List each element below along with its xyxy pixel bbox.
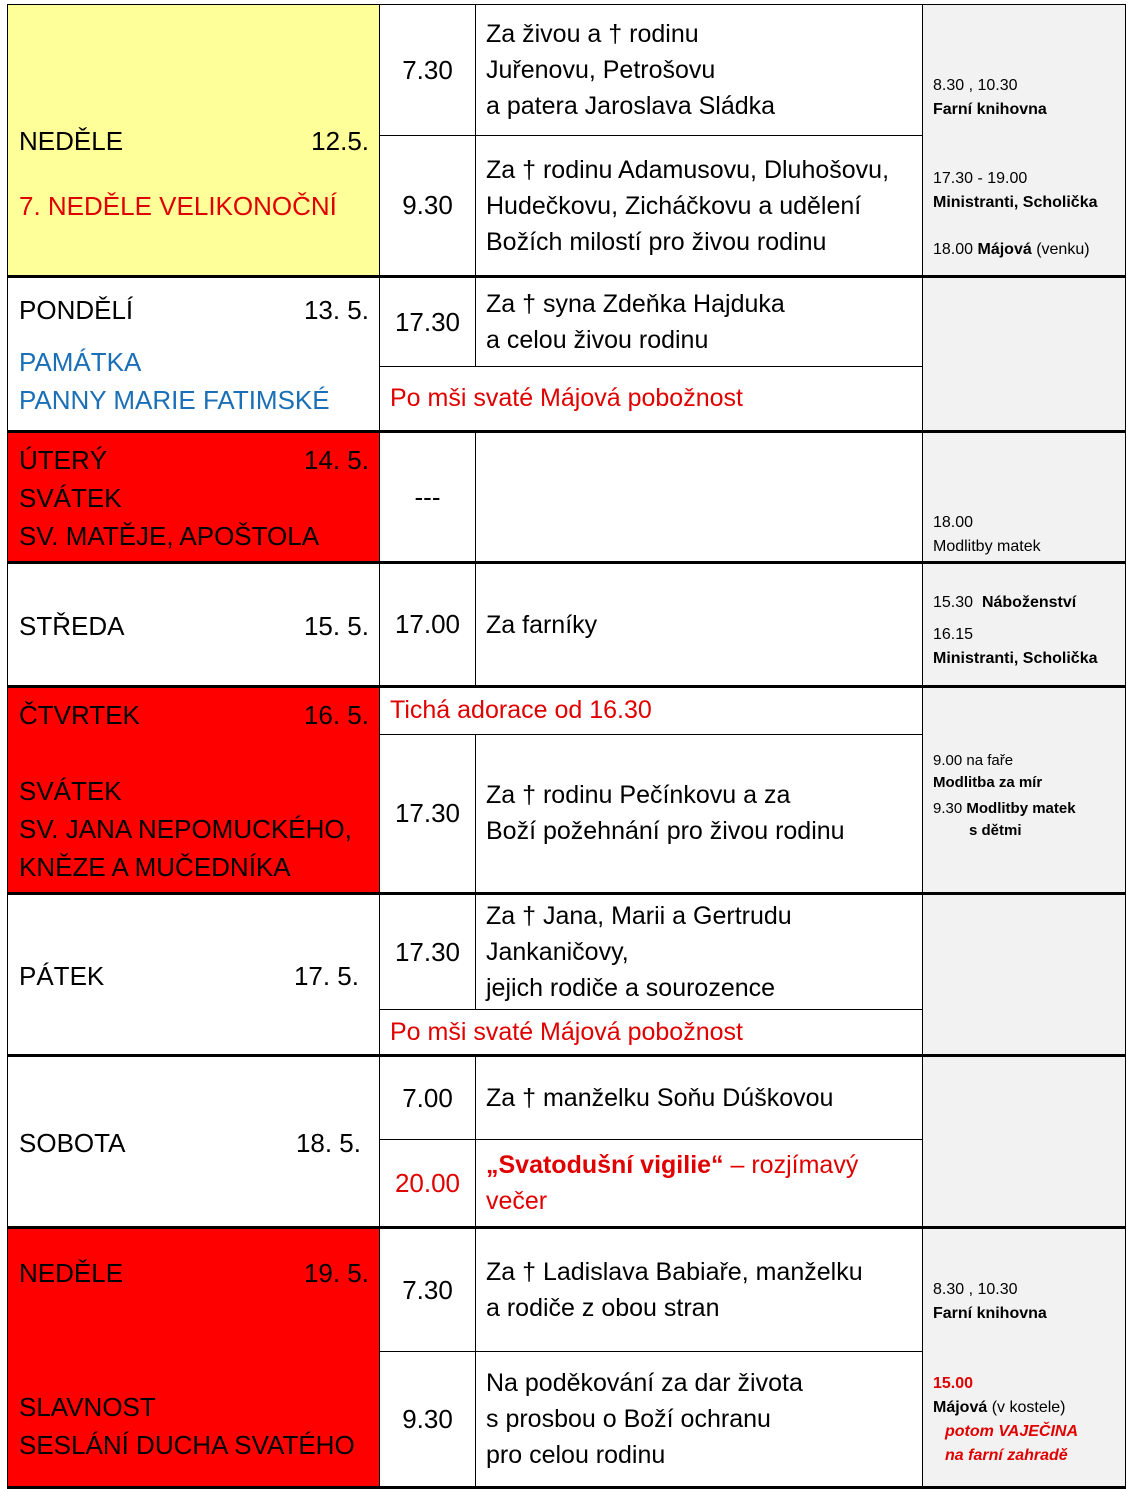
mass-time: 9.30 bbox=[380, 136, 476, 277]
weekly-schedule-table bbox=[7, 4, 1126, 1489]
mass-time: 7.30 bbox=[380, 5, 476, 136]
day-date: 15. 5. bbox=[303, 610, 369, 641]
feast-title: PAMÁTKA bbox=[19, 347, 142, 377]
day-cell bbox=[8, 687, 380, 894]
mass-time: 17.30 bbox=[380, 734, 476, 893]
mass-time: --- bbox=[380, 432, 476, 563]
day-block-monday bbox=[8, 277, 1126, 432]
mass-intention: Za † Jana, Marii a Gertrudu Jankaničovy, jejich rodiče a sourozence bbox=[476, 894, 923, 1010]
day-block-friday bbox=[8, 894, 1126, 1056]
mass-intention: Za † rodinu Adamusovu, Dluhošovu, Hudečkovu, Zicháčkovu a udělení Božích milostí pro živou rodinu bbox=[476, 136, 923, 277]
feast-subtitle: PANNY MARIE FATIMSKÉ bbox=[19, 385, 330, 415]
events-note: 18.00 Modlitby matek bbox=[923, 432, 1126, 563]
mass-intention: Za farníky bbox=[476, 563, 923, 687]
feast-subtitle: SESLÁNÍ DUCHA SVATÉHO bbox=[19, 1429, 355, 1460]
events-note bbox=[923, 894, 1126, 1056]
day-date: 19. 5. bbox=[303, 1257, 369, 1288]
mass-intention bbox=[476, 432, 923, 563]
day-cell bbox=[8, 563, 380, 687]
feast-subtitle-2: KNĚZE A MUČEDNÍKA bbox=[19, 852, 291, 882]
mass-intention: Za † Ladislava Babiaře, manželku a rodiče z obou stran bbox=[476, 1228, 923, 1352]
day-name: SOBOTA bbox=[19, 1127, 126, 1158]
mass-time: 9.30 bbox=[380, 1352, 476, 1488]
day-name: ČTVRTEK bbox=[19, 700, 140, 730]
vigil-time: 20.00 bbox=[380, 1140, 476, 1228]
events-note bbox=[923, 1056, 1126, 1228]
day-cell bbox=[8, 1228, 380, 1488]
mass-time: 7.30 bbox=[380, 1228, 476, 1352]
day-cell bbox=[8, 894, 380, 1056]
day-name: PONDĚLÍ bbox=[19, 295, 134, 325]
day-date: 17. 5. bbox=[293, 960, 359, 991]
day-date: 18. 5. bbox=[295, 1127, 361, 1158]
mass-time: 17.30 bbox=[380, 277, 476, 367]
day-block-saturday bbox=[8, 1056, 1126, 1228]
mass-intention: Za † syna Zdeňka Hajduka a celou živou rodinu bbox=[476, 277, 923, 367]
feast-subtitle: SV. JANA NEPOMUCKÉHO, bbox=[19, 814, 352, 844]
mass-intention: Na poděkování za dar života s prosbou o Boží ochranu pro celou rodinu bbox=[476, 1352, 923, 1488]
day-block-sunday-12 bbox=[8, 5, 1126, 277]
events-note bbox=[923, 277, 1126, 432]
day-date: 16. 5. bbox=[303, 700, 369, 730]
day-cell bbox=[8, 5, 380, 277]
day-block-sunday-19 bbox=[8, 1228, 1126, 1488]
day-name: NEDĚLE bbox=[19, 1257, 124, 1288]
day-date: 14. 5. bbox=[303, 445, 369, 475]
after-mass-note: Po mši svaté Májová pobožnost bbox=[380, 367, 923, 432]
mass-intention: Za † manželku Soňu Dúškovou bbox=[476, 1056, 923, 1140]
feast-title: SVÁTEK bbox=[19, 483, 122, 513]
mass-time: 7.00 bbox=[380, 1056, 476, 1140]
feast-subtitle: SV. MATĚJE, APOŠTOLA bbox=[19, 521, 320, 551]
vigil-description: „Svatodušní vigilie“ – rozjímavý večer bbox=[476, 1140, 923, 1228]
adoration-note: Tichá adorace od 16.30 bbox=[380, 687, 923, 735]
day-name: STŘEDA bbox=[19, 610, 125, 641]
after-mass-note: Po mši svaté Májová pobožnost bbox=[380, 1010, 923, 1056]
day-date: 12.5. bbox=[311, 126, 369, 156]
feast-title: 7. NEDĚLE VELIKONOČNÍ bbox=[19, 191, 337, 221]
day-date: 13. 5. bbox=[303, 295, 369, 325]
mass-time: 17.30 bbox=[380, 894, 476, 1010]
events-note: 8.30 , 10.30 Farní knihovna 15.00 Májová (v kostele) potom VAJEČINA na farní zahradě bbox=[923, 1228, 1126, 1488]
day-name: ÚTERÝ bbox=[19, 445, 108, 475]
day-block-wednesday bbox=[8, 563, 1126, 687]
feast-title: SVÁTEK bbox=[19, 776, 122, 806]
day-name: NEDĚLE bbox=[19, 126, 124, 156]
mass-intention: Za živou a † rodinu Juřenovu, Petrošovu a patera Jaroslava Sládka bbox=[476, 5, 923, 136]
day-block-tuesday bbox=[8, 432, 1126, 563]
day-cell bbox=[8, 432, 380, 563]
mass-time: 17.00 bbox=[380, 563, 476, 687]
events-note: 8.30 , 10.30 Farní knihovna 17.30 - 19.00 Ministranti, Scholička 18.00 Májová (venku) bbox=[923, 5, 1126, 277]
feast-title: SLAVNOST bbox=[19, 1391, 156, 1422]
mass-intention: Za † rodinu Pečínkovu a za Boží požehnání pro živou rodinu bbox=[476, 734, 923, 893]
day-name: PÁTEK bbox=[19, 960, 105, 991]
day-block-thursday bbox=[8, 687, 1126, 894]
events-note: 15.30 Náboženství 16.15 Ministranti, Scholička bbox=[923, 563, 1126, 687]
day-cell bbox=[8, 1056, 380, 1228]
day-cell bbox=[8, 277, 380, 432]
events-note: 9.00 na faře Modlitba za mír 9.30 Modlitby matek s dětmi bbox=[923, 687, 1126, 894]
